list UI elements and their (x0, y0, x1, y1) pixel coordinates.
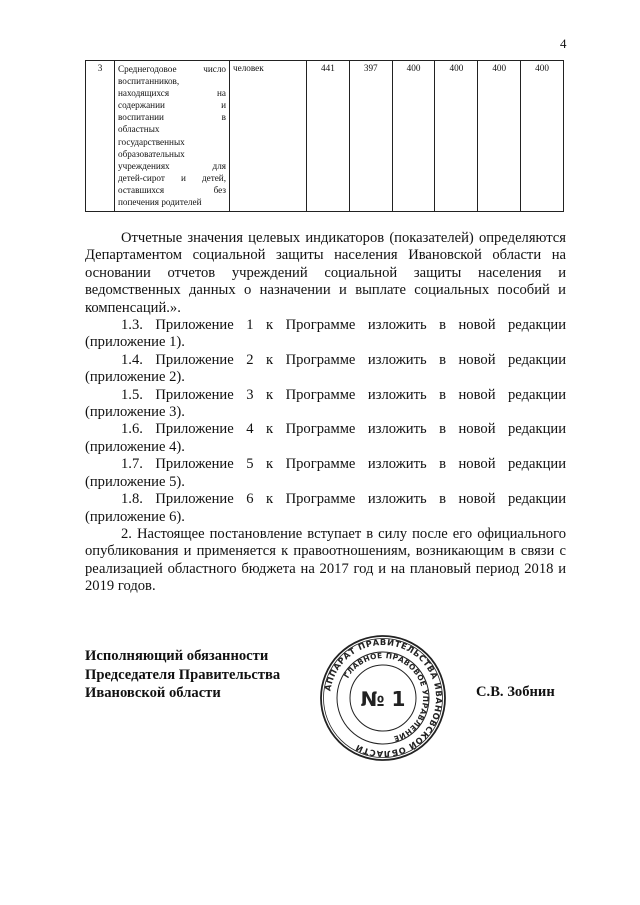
seal-outer-text: АППАРАТ ПРАВИТЕЛЬСТВА ИВАНОВСКОЙ ОБЛАСТИ (322, 636, 445, 760)
value-cell: 400 (478, 61, 521, 212)
indicator-name-line: детей-сирот и детей, (118, 172, 226, 183)
value-cell: 400 (435, 61, 478, 212)
indicator-name-line: воспитании в (118, 112, 226, 123)
indicator-table (85, 60, 564, 212)
paragraph-item-1-7: 1.7. Приложение 5 к Программе изложить в новой редакции (приложение 5). (85, 456, 566, 490)
indicator-name-line: Среднегодовое число (118, 64, 226, 74)
indicator-name-line: содержании и (118, 100, 226, 111)
value-cell: 400 (392, 61, 435, 212)
indicator-name-line: учреждениях для (118, 160, 226, 171)
indicator-name-line: попечения родителей (118, 197, 202, 208)
indicator-name-line: находящихся на (118, 88, 226, 99)
document-body (85, 230, 566, 596)
seal-number: № 1 (360, 687, 406, 711)
paragraph-item-1-8: 1.8. Приложение 6 к Программе изложить в новой редакции (приложение 6). (85, 491, 566, 525)
paragraph-reporting-values: Отчетные значения целевых индикаторов (показателей) определяются Департаментом социальной защиты населения Ивановской области на основании отчетов учреждений социальной защиты населения и ведомственных данных о назначении и выплате социальных пособий и компенсаций.». (85, 230, 566, 316)
paragraph-item-1-4: 1.4. Приложение 2 к Программе изложить в новой редакции (приложение 2). (85, 351, 566, 386)
signatory-title (85, 647, 280, 703)
indicator-name-line: воспитанников, (118, 76, 180, 87)
official-seal-stamp (319, 634, 447, 762)
row-number-cell: 3 (86, 61, 115, 212)
paragraph-item-1-5: 1.5. Приложение 3 к Программе изложить в новой редакции (приложение 3). (85, 386, 566, 421)
value-cell: 400 (521, 61, 564, 212)
signatory-title-line: Председателя Правительства (85, 666, 281, 683)
indicator-name-cell (115, 61, 230, 212)
signatory-name: С.В. Зобнин (476, 684, 555, 700)
indicator-name-line: государственных (118, 136, 185, 147)
seal-inner-text: ГЛАВНОЕ ПРАВОВОЕ УПРАВЛЕНИЕ (341, 650, 431, 744)
table-row (86, 61, 564, 212)
value-cell: 441 (307, 61, 350, 212)
indicator-name-line: областных (118, 124, 160, 135)
page-number: 4 (560, 36, 567, 51)
unit-cell: человек (230, 61, 307, 212)
paragraph-item-2: 2. Настоящее постановление вступает в силу после его официального опубликования и применяется к правоотношениям, возникающим в связи с реализацией областного бюджета на 2017 год и на плановый период 2018 и 2019 годов. (85, 525, 566, 595)
paragraph-item-1-3: 1.3. Приложение 1 к Программе изложить в новой редакции (приложение 1). (85, 317, 566, 351)
indicator-name-line: образовательных (118, 148, 185, 159)
value-cell: 397 (349, 61, 392, 212)
indicator-name-line: оставшихся без (118, 184, 226, 195)
signatory-title-line: Исполняющий обязанности (85, 648, 269, 664)
paragraph-item-1-6: 1.6. Приложение 4 к Программе изложить в новой редакции (приложение 4). (85, 421, 566, 455)
signatory-title-line: Ивановской области (85, 685, 221, 701)
